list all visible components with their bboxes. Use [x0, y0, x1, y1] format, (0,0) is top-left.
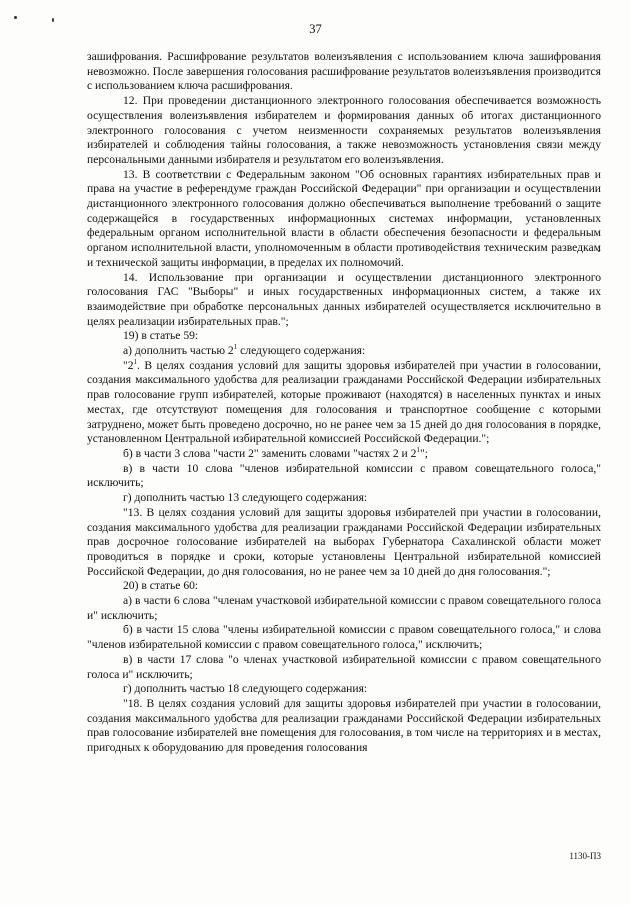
- paragraph: [87, 491, 601, 506]
- document-code: 1130-П3: [569, 851, 601, 861]
- paragraph-text: а) дополнить частью 2: [123, 344, 234, 358]
- paragraph-text: в) в части 10 слова "членов избирательной комиссии с правом совещательного голоса," исключить;: [87, 461, 601, 490]
- page-number: 37: [309, 22, 322, 36]
- paragraph-text: б) в части 15 слова "члены избирательной комиссии с правом совещательного голоса," и слова "членов избирательной комиссии с правом совещательного голоса," исключить;: [87, 623, 601, 652]
- paragraph: [87, 579, 601, 594]
- paragraph: [87, 623, 601, 652]
- paragraph-text: 14. Использование при организации и осуществлении дистанционного электронного голосования ГАС "Выборы" и иных государственных информационных систем, а также их взаимодействие при обработке персональных данных избирателей осуществляется исключительно в целях реализации избирательных прав.";: [87, 270, 601, 328]
- superscript: 1: [133, 357, 138, 366]
- paragraph: [87, 94, 601, 168]
- paragraph-text: 19) в статье 59:: [123, 329, 199, 343]
- paragraph: [87, 594, 601, 623]
- paragraph: [87, 359, 601, 447]
- paragraph: [87, 168, 601, 271]
- document-body: [87, 50, 601, 756]
- scan-speck: [14, 16, 17, 19]
- superscript: 1: [233, 343, 238, 352]
- paragraph: [87, 329, 601, 344]
- paragraph-text: 13. В соответствии с Федеральным законом "Об основных гарантиях избирательных прав и права на участие в референдуме граждан Российской Федерации" при организации и осуществлении дистанционного электронного голосования должно обеспечиваться выполнение требований о защите содержащейся в государственных информационных системах информации, установленных федеральным органом исполнительной власти в области обеспечения безопасности и федеральным органом исполнительной власти, уполномоченным в области противодействия техническим разведкам и технической защиты информации, в пределах их полномочий.: [87, 167, 601, 269]
- paragraph: [87, 653, 601, 682]
- paragraph-text-continued: . В целях создания условий для защиты здоровья избирателей при участии в голосовании, создания максимального удобства для реализации гражданами Российской Федерации избирательных прав голосование групп избирателей, которые проживают (находятся) в населенных пунктах и иных местах, где отсутствуют помещения для голосования и транспортное сообщение с которыми затруднено, может быть проведено досрочно, но не ранее чем за 15 дней до дня голосования в порядке, установленном Центральной избирательной комиссией Российской Федерации.";: [87, 358, 601, 446]
- paragraph-text: зашифрования. Расшифрование результатов волеизъявления с использованием ключа зашифрования невозможно. После завершения голосования расшифрование результатов волеизъявления производится с использованием ключа расшифрования.: [87, 50, 601, 93]
- paragraph-text: в) в части 17 слова "о членах участковой избирательной комиссии с правом совещательного голоса и" исключить;: [87, 652, 601, 681]
- paragraph: [87, 271, 601, 330]
- paragraph: [87, 447, 601, 462]
- paragraph-text: 12. При проведении дистанционного электронного голосования обеспечивается возможность осуществления волеизъявления избирателем и формирования данных об итогах дистанционного электронного голосования с учетом неизменности сохраняемых результатов волеизъявления избирателей и соблюдения тайны голосования, а также невозможность установления связи между персональными данными избирателя и результатом его волеизъявления.: [87, 94, 601, 166]
- paragraph-text: "13. В целях создания условий для защиты здоровья избирателей при участии в голосовании, создания максимального удобства для реализации гражданами Российской Федерации избирательных прав досрочное голосование избирателей на выборах Губернатора Сахалинской области может проводиться в порядке и сроки, которые установлены Центральной избирательной комиссией Российской Федерации, до дня голосования, но не ранее чем за 10 дней до дня голосования.";: [87, 505, 601, 578]
- paragraph: [87, 344, 601, 359]
- paragraph-text: б) в части 3 слова "части 2" заменить словами "частях 2 и 2: [123, 446, 417, 460]
- paragraph-text: "2: [123, 358, 134, 372]
- paragraph-text: а) в части 6 слова "членам участковой избирательной комиссии с правом совещательного голоса и" исключить;: [87, 594, 601, 622]
- paragraph: [87, 50, 601, 94]
- superscript: 1: [416, 445, 420, 454]
- paragraph-text: г) дополнить частью 13 следующего содержания:: [123, 491, 368, 505]
- paragraph: [87, 697, 601, 756]
- paragraph-text-continued: ";: [419, 446, 428, 460]
- paragraph-text-continued: следующего содержания:: [237, 344, 366, 358]
- paragraph-text: "18. В целях создания условий для защиты здоровья избирателей при участии в голосовании, создания максимального удобства для реализации гражданами Российской Федерации избирательных прав голосование избирателей вне помещения для голосования, в том числе на территориях и в местах, пригодных к оборудованию для проведения голосования: [87, 696, 601, 755]
- paragraph-text: г) дополнить частью 18 следующего содержания:: [123, 682, 368, 696]
- paragraph: [87, 682, 601, 697]
- paragraph-text: 20) в статье 60:: [123, 579, 199, 593]
- paragraph: [87, 462, 601, 491]
- paragraph: [87, 506, 601, 580]
